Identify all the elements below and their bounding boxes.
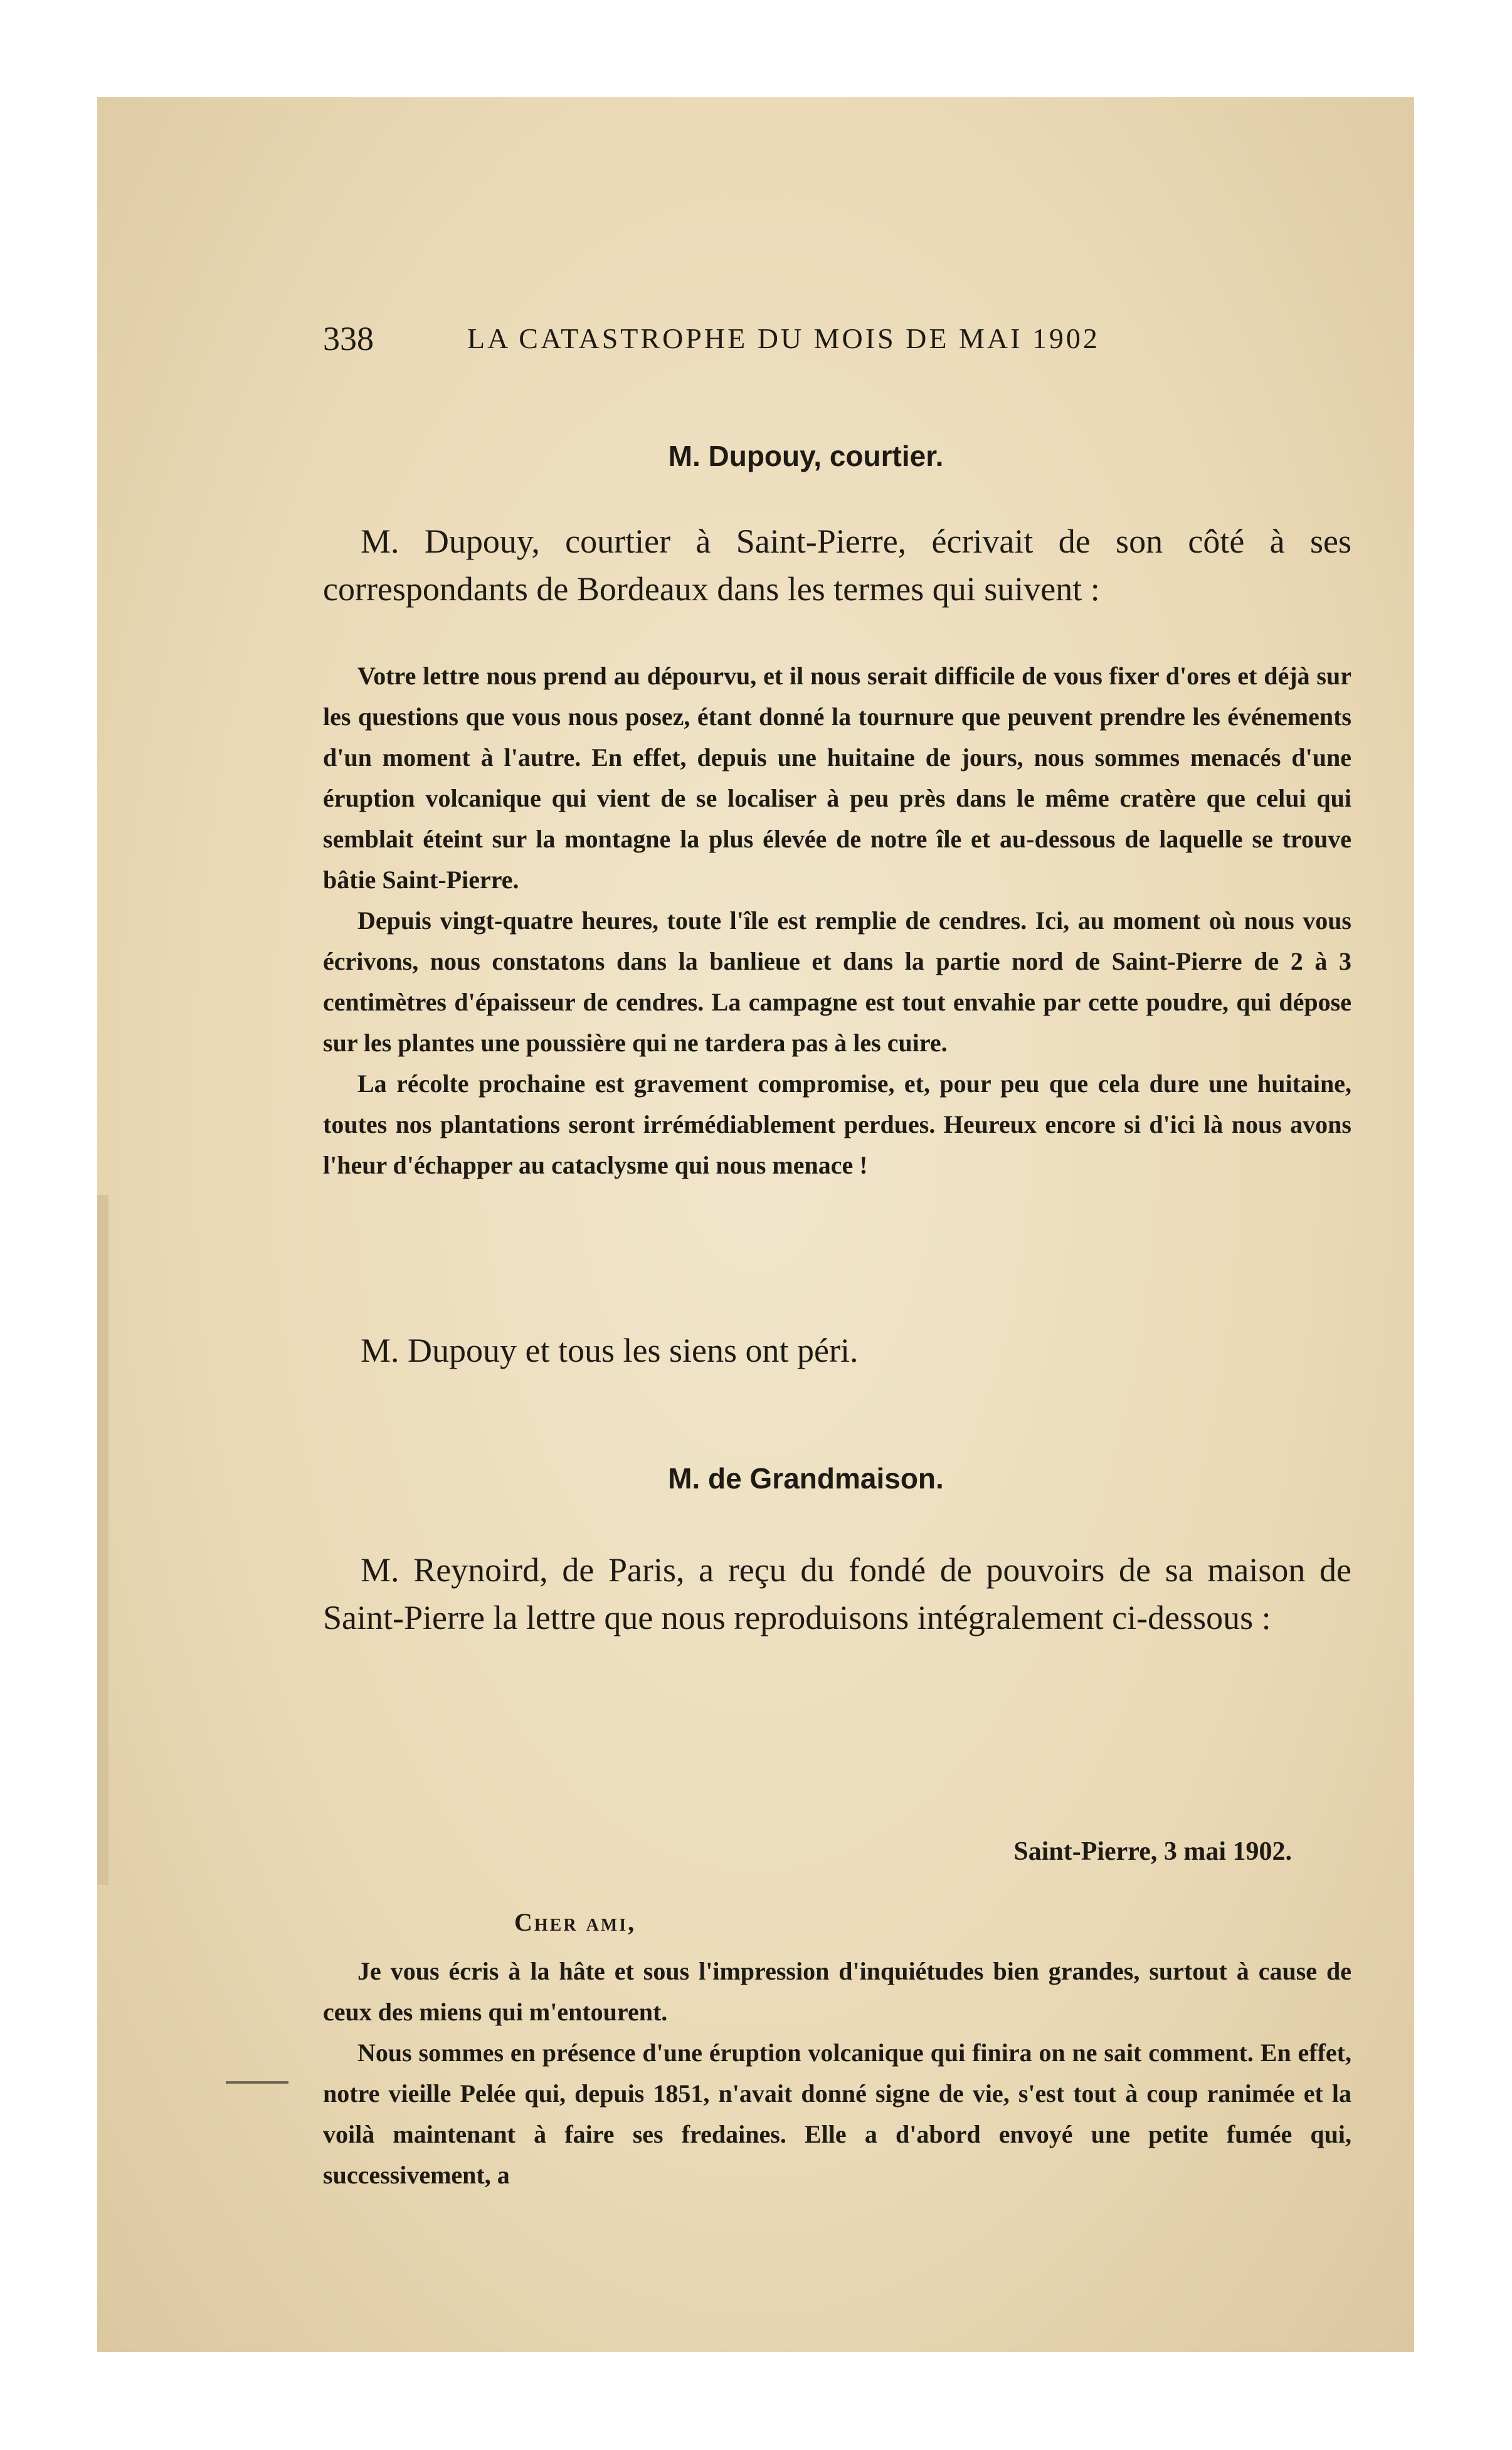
quoted-letter-dupouy	[323, 655, 1351, 1185]
letter-paragraph: Nous sommes en présence d'une éruption volcanique qui finira on ne sait comment. En effet, notre vieille Pelée qui, depuis 1851, n'avait donné signe de vie, s'est tout à coup ranimée et la voilà maintenant à faire ses fredaines. Elle a d'abord envoyé une petite fumée qui, successivement, a	[323, 2039, 1351, 2189]
page-edge-shadow	[97, 1195, 108, 1885]
letter-dateline: Saint-Pierre, 3 mai 1902.	[1013, 1837, 1292, 1866]
letter-paragraph: Depuis vingt-quatre heures, toute l'île est remplie de cendres. Ici, au moment où nous vous écrivons, nous constatons dans la banlieue et dans la partie nord de Saint-Pierre de 2 à 3 centimètres d'épaisseur de cendres. La campagne est tout envahie par cette poudre, qui dépose sur les plantes une poussière qui ne tardera pas à les cuire.	[323, 906, 1351, 1057]
running-title: LA CATASTROPHE DU MOIS DE MAI 1902	[467, 322, 1100, 354]
page-number: 338	[323, 320, 374, 358]
intro-paragraph-reynoird: M. Reynoird, de Paris, a reçu du fondé de pouvoirs de sa maison de Saint-Pierre la lettre que nous reproduisons intégralement ci-dessous :	[323, 1551, 1351, 1636]
section-heading-dupouy: M. Dupouy, courtier.	[668, 440, 944, 472]
letter-paragraph: La récolte prochaine est gravement compromise, et, pour peu que cela dure une huitaine, toutes nos plantations seront irrémédiablement perdues. Heureux encore si d'ici là nous avons l'heur d'échapper au cataclysme qui nous menace !	[323, 1069, 1351, 1179]
book-page	[97, 97, 1414, 2352]
letter-salutation: Cher ami,	[514, 1908, 637, 1936]
letter-paragraph: Je vous écris à la hâte et sous l'impression d'inquiétudes bien grandes, surtout à cause de ceux des miens qui m'entourent.	[323, 1957, 1351, 2026]
quoted-letter-grandmaison	[323, 1951, 1351, 2195]
intro-paragraph-dupouy: M. Dupouy, courtier à Saint-Pierre, écrivait de son côté à ses correspondants de Bordeaux dans les termes qui suivent :	[323, 522, 1351, 608]
closing-line-dupouy: M. Dupouy et tous les siens ont péri.	[361, 1332, 859, 1369]
running-header	[323, 317, 1289, 361]
letter-paragraph: Votre lettre nous prend au dépourvu, et il nous serait difficile de vous fixer d'ores et déjà sur les questions que vous nous posez, étant donné la tournure que peuvent prendre les événements d'un moment à l'autre. En effet, depuis une huitaine de jours, nous sommes menacés d'une éruption volcanique qui vient de se localiser à peu près dans le même cratère que celui qui semblait éteint sur la montagne la plus élevée de notre île et au-dessous de laquelle se trouve bâtie Saint-Pierre.	[323, 662, 1351, 894]
section-heading-grandmaison: M. de Grandmaison.	[668, 1462, 944, 1495]
margin-mark	[226, 2081, 288, 2084]
